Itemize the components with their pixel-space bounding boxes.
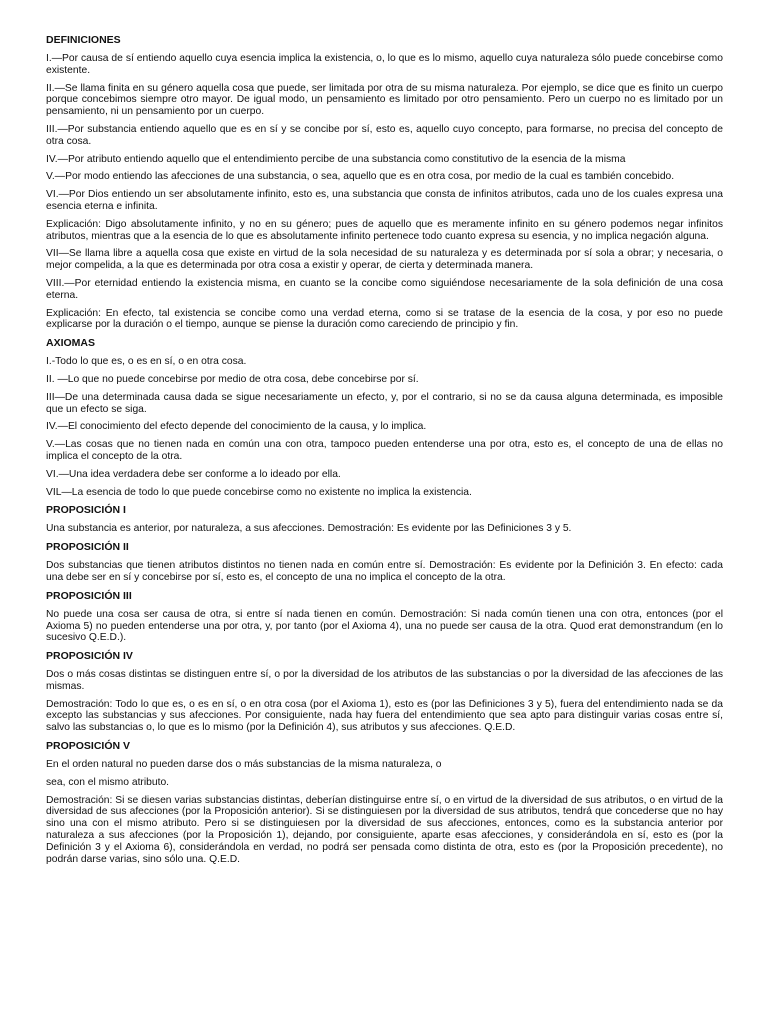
- axiom-5: V.—Las cosas que no tienen nada en común una con otra, tampoco pueden entenderse una por otra, esto es, el concepto de una de ellas no implica el concepto de la otra.: [46, 439, 723, 462]
- definition-2: II.—Se llama finita en su género aquella cosa que puede, ser limitada por otra de su misma naturaleza. Por ejemplo, se dice que es finito un cuerpo porque concebimos siempre otro mayor. De igual modo, un pensamiento es limitado por otro pensamiento. Pero un cuerpo no es limitado por un pensamiento, ni un pensamiento por un cuerpo.: [46, 82, 723, 118]
- proposition-2-text: Dos substancias que tienen atributos distintos no tienen nada en común entre sí. Demostración: Es evidente por la Definición 3. En efecto: cada una debe ser en sí y concebirse por sí, esto es, el concepto de una no implica el concepto de la otra.: [46, 560, 723, 583]
- proposition-3-text: No puede una cosa ser causa de otra, si entre sí nada tienen en común. Demostración: Si nada común tienen una con otra, entonces (por el Axioma 5) no pueden entenderse una por otra, y, por tanto (por el Axioma 4), una no puede ser causa de la otra. Quod erat demonstrandum (en lo sucesivo Q.E.D.).: [46, 608, 723, 644]
- axiom-7: VIL—La esencia de todo lo que puede concebirse como no existente no implica la existencia.: [46, 486, 472, 498]
- proposition-4-text: Dos o más cosas distintas se distinguen entre sí, o por la diversidad de los atributos de las substancias o por la diversidad de las afecciones de las mismas.: [46, 669, 723, 692]
- proposition-5-demonstration: Demostración: Si se diesen varias substancias distintas, deberían distinguirse entre sí, o en virtud de la diversidad de sus atributos, o en virtud de la diversidad de sus afecciones (por la Proposición anterior). Si se distinguiesen por la diversidad de sus atributos, tendrá que concederse que no hay sino una con el mismo atributo. Pero si se distinguiesen por la diversidad de sus afecciones, entonces, como es la substancia anterior por naturaleza a sus afecciones (por la Proposición 1), dejando, por consiguiente, aparte esas afecciones, y considerándola en sí, esto es (por la Definición 3 y el Axioma 6), considerándola en verdad, no podrá ser pensada como distinta de otra, esto es (por la Proposición precedente), no podrán darse varias, sino sólo una. Q.E.D.: [46, 794, 723, 865]
- section-heading-axiomas: AXIOMAS: [46, 337, 96, 350]
- definition-7: VII—Se llama libre a aquella cosa que existe en virtud de la sola necesidad de su naturaleza y es determinada por sí sola a obrar; y necesaria, o mejor compelida, a la que es determinada por otra cosa a existir y operar, de cierta y determinada manera.: [46, 248, 723, 272]
- proposition-5-text: En el orden natural no pueden darse dos o más substancias de la misma naturaleza, o: [46, 759, 442, 771]
- axiom-2: II. —Lo que no puede concebirse por medio de otra cosa, debe concebirse por sí.: [46, 373, 419, 385]
- section-heading-proposicion-2: PROPOSICIÓN II: [46, 541, 129, 554]
- definition-3: III.—Por substancia entiendo aquello que es en sí y se concibe por sí, esto es, aquello cuyo concepto, para formarse, no precisa del concepto de otra cosa.: [46, 123, 723, 147]
- definition-4: IV.—Por atributo entiendo aquello que el entendimiento percibe de una substancia como constitutivo de la esencia de la misma: [46, 153, 626, 165]
- section-heading-proposicion-4: PROPOSICIÓN IV: [46, 650, 133, 663]
- proposition-1-text: Una substancia es anterior, por naturaleza, a sus afecciones. Demostración: Es evidente por las Definiciones 3 y 5.: [46, 523, 572, 535]
- axiom-4: IV.—El conocimiento del efecto depende del conocimiento de la causa, y lo implica.: [46, 421, 427, 433]
- section-heading-proposicion-3: PROPOSICIÓN III: [46, 589, 132, 602]
- proposition-5-text-continued: sea, con el mismo atributo.: [46, 776, 170, 788]
- proposition-4-demonstration: Demostración: Todo lo que es, o es en sí, o en otra cosa (por el Axioma 1), esto es (por las Definiciones 3 y 5), fuera del entendimiento nada se da excepto las substancias y sus afecciones. Por consiguiente, nada hay fuera del entendimiento que sea apto para distinguir varias cosas entre sí, salvo las substancias o, lo que es lo mismo (por la Definición 4), sus atributos y sus afecciones. Q.E.D.: [46, 698, 723, 734]
- definition-5: V.—Por modo entiendo las afecciones de una substancia, o sea, aquello que es en otra cosa, por medio de la cual es también concebido.: [46, 171, 675, 183]
- definition-1: I.—Por causa de sí entiendo aquello cuya esencia implica la existencia, o, lo que es lo mismo, aquello cuya naturaleza sólo puede concebirse como existente.: [46, 53, 723, 76]
- definition-6-explanation: Explicación: Digo absolutamente infinito, y no en su género; pues de aquello que es meramente infinito en su género podemos negar infinitos atributos, mientras que a la esencia de lo que es absolutamente infinito pertenece todo cuanto expresa su esencia, y no implica negación alguna.: [46, 218, 723, 242]
- section-heading-proposicion-5: PROPOSICIÓN V: [46, 740, 131, 753]
- section-heading-definiciones: DEFINICIONES: [46, 34, 121, 46]
- definition-8: VIII.—Por eternidad entiendo la existencia misma, en cuanto se la concibe como siguiéndose necesariamente de la sola definición de una cosa eterna.: [46, 277, 723, 301]
- axiom-1: I.-Todo lo que es, o es en sí, o en otra cosa.: [46, 356, 247, 368]
- axiom-3: III—De una determinada causa dada se sigue necesariamente un efecto, y, por el contrario, si no se da causa alguna determinada, es imposible que un efecto se siga.: [46, 391, 723, 415]
- definition-6: VI.—Por Dios entiendo un ser absolutamente infinito, esto es, una substancia que consta de infinitos atributos, cada uno de los cuales expresa una esencia eterna e infinita.: [46, 189, 723, 212]
- axiom-6: VI.—Una idea verdadera debe ser conforme a lo ideado por ella.: [46, 468, 341, 480]
- section-heading-proposicion-1: PROPOSICIÓN I: [46, 504, 126, 517]
- definition-8-explanation: Explicación: En efecto, tal existencia se concibe como una verdad eterna, como si se tratase de la esencia de la cosa, y por eso no puede explicarse por la duración o el tiempo, aunque se piense la duración como careciendo de principio y fin.: [46, 307, 723, 331]
